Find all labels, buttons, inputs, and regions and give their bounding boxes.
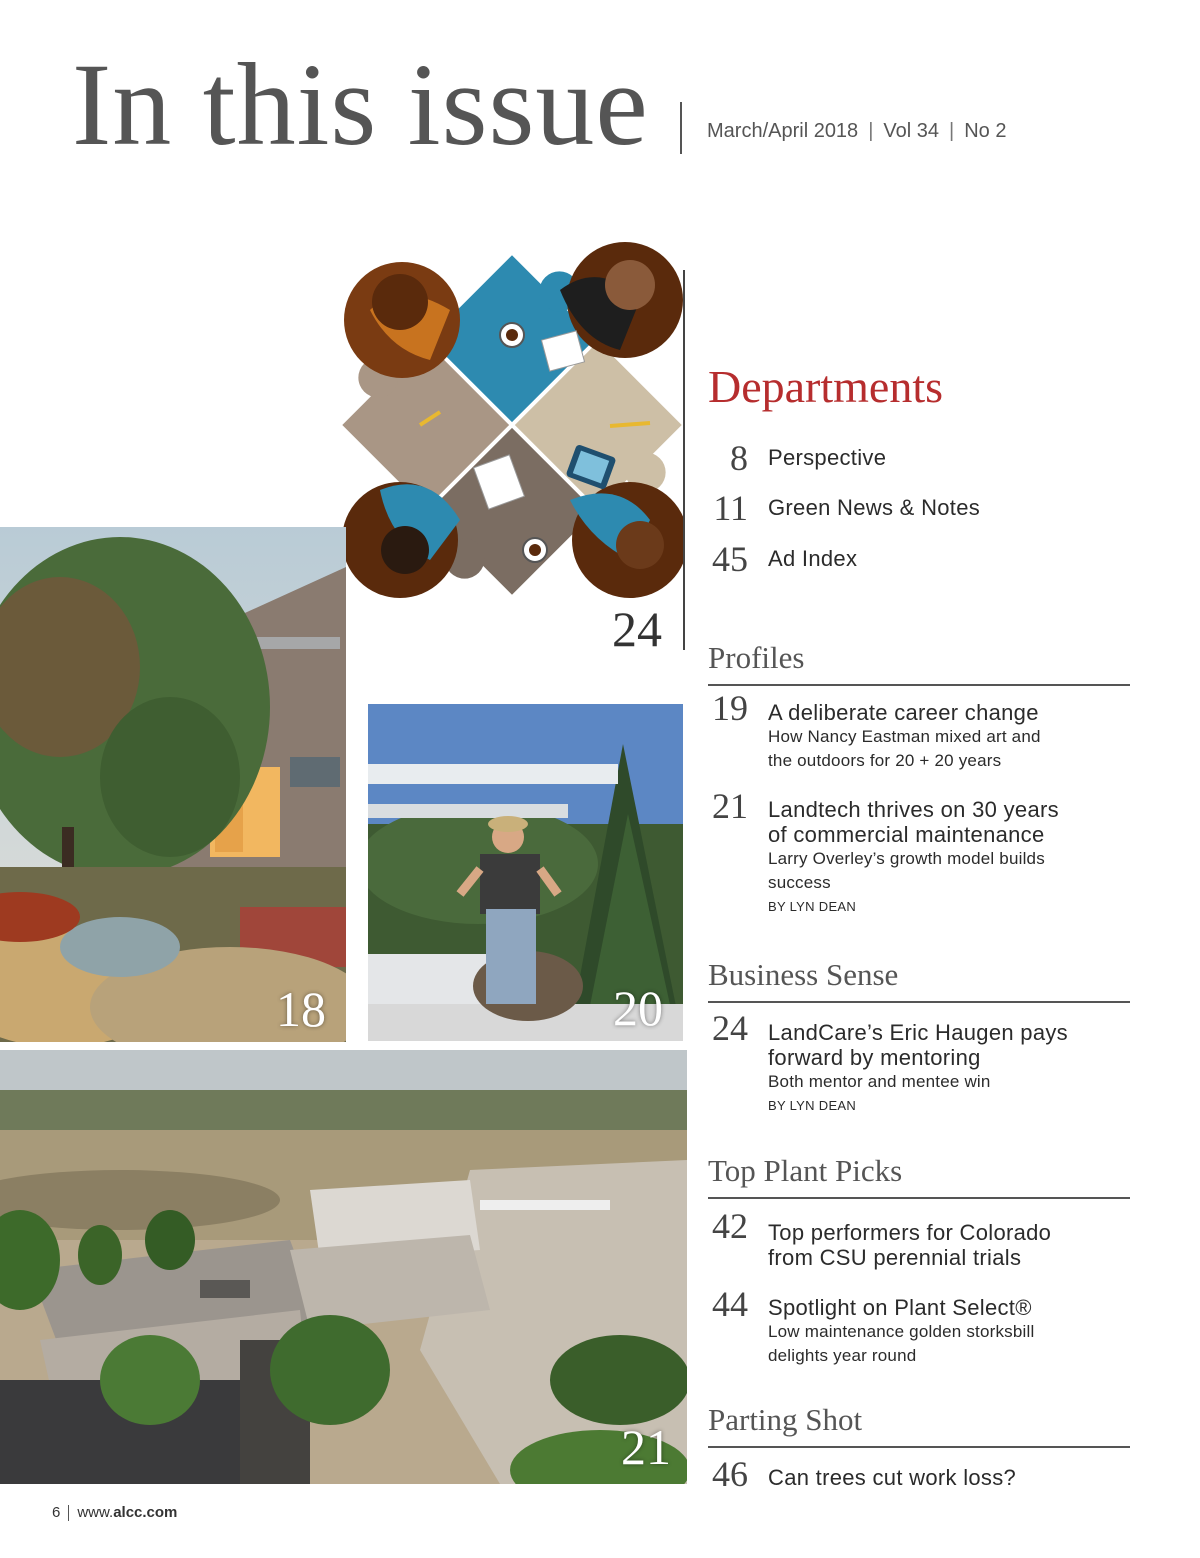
issue-separator: | (868, 120, 874, 142)
toc-page-number: 42 (712, 1206, 748, 1246)
issue-date: March/April 2018 (707, 120, 859, 142)
section-divider (708, 1001, 1130, 1003)
toc-title: Can trees cut work loss? (768, 1465, 1017, 1490)
toc-page-number: 19 (712, 688, 748, 728)
toc-page-number: 24 (712, 1008, 748, 1048)
photo-page-number: 21 (621, 1419, 671, 1475)
page-footer (52, 1504, 177, 1521)
toc-page-number: 8 (730, 438, 748, 478)
toc-title: Top performers for Colorado (768, 1220, 1052, 1245)
toc-subtitle: delights year round (768, 1346, 917, 1365)
title-divider (680, 102, 682, 154)
photo-page-number: 18 (276, 981, 326, 1037)
issue-number: No 2 (964, 120, 1007, 142)
footer-url-prefix: www. (77, 1504, 114, 1521)
profiles-heading: Profiles (708, 640, 805, 675)
toc-page-number: 44 (712, 1284, 748, 1324)
toc-title: of commercial maintenance (768, 822, 1045, 847)
toc-subtitle: Both mentor and mentee win (768, 1072, 991, 1091)
footer-url-domain: alcc.com (113, 1504, 178, 1521)
toc-page-number: 46 (712, 1454, 748, 1494)
woman-truck-photo[interactable] (368, 704, 683, 1041)
aerial-facility-photo[interactable] (0, 1050, 687, 1484)
page-title: In this issue (72, 39, 649, 170)
departments-heading: Departments (708, 361, 944, 412)
toc-title: Green News & Notes (768, 495, 981, 520)
business-sense-heading: Business Sense (708, 957, 899, 992)
puzzle-meeting-illustration[interactable] (340, 240, 685, 610)
toc-page-number: 21 (712, 786, 748, 826)
toc-byline: BY LYN DEAN (768, 1098, 857, 1113)
building-garden-image (0, 527, 346, 1042)
toc-title: Ad Index (768, 546, 858, 571)
photo-page-number: 20 (613, 980, 663, 1036)
issue-separator: | (949, 120, 955, 142)
toc-title: A deliberate career change (768, 700, 1039, 725)
toc-subtitle: the outdoors for 20 + 20 years (768, 751, 1002, 770)
illustration-divider (683, 270, 685, 650)
toc-title: Spotlight on Plant Select® (768, 1295, 1032, 1320)
puzzle-illustration-graphic (340, 240, 685, 610)
toc-title: Landtech thrives on 30 years (768, 797, 1059, 822)
illustration-page-number: 24 (612, 601, 662, 657)
toc-byline: BY LYN DEAN (768, 899, 857, 914)
section-divider (708, 1446, 1130, 1448)
top-plant-picks-heading: Top Plant Picks (708, 1153, 903, 1188)
building-garden-photo[interactable] (0, 527, 346, 1042)
toc-subtitle: Larry Overley’s growth model builds (768, 849, 1045, 868)
footer-website-link[interactable] (77, 1504, 177, 1521)
section-divider (708, 1197, 1130, 1199)
section-divider (708, 684, 1130, 686)
toc-subtitle: How Nancy Eastman mixed art and (768, 727, 1041, 746)
issue-volume: Vol 34 (883, 120, 939, 142)
footer-divider (68, 1505, 69, 1521)
toc-subtitle: Low maintenance golden storksbill (768, 1322, 1035, 1341)
toc-title: LandCare’s Eric Haugen pays (768, 1020, 1068, 1045)
toc-page-number: 45 (712, 539, 748, 579)
aerial-facility-image (0, 1050, 687, 1484)
toc-title: from CSU perennial trials (768, 1245, 1022, 1270)
footer-page-number: 6 (52, 1504, 61, 1521)
toc-page-number: 11 (713, 488, 748, 528)
toc-subtitle: success (768, 873, 831, 892)
toc-title: forward by mentoring (768, 1045, 981, 1070)
issue-info (707, 120, 1006, 143)
toc-title: Perspective (768, 445, 887, 470)
parting-shot-heading: Parting Shot (708, 1402, 863, 1437)
